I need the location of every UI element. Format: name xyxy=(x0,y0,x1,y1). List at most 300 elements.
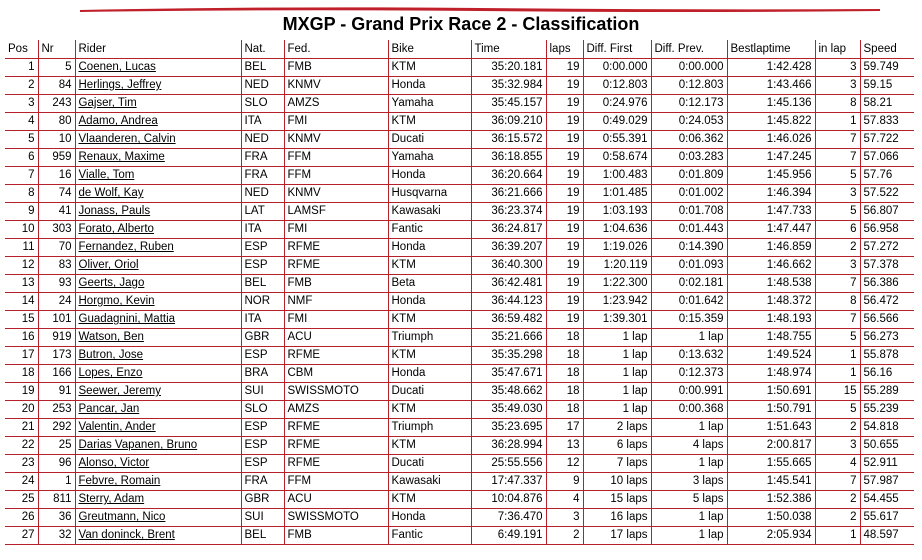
cell-in-lap: 7 xyxy=(815,472,860,490)
rider-cell xyxy=(75,418,241,436)
rider-link[interactable]: Seewer, Jeremy xyxy=(78,385,161,397)
column-header: Pos xyxy=(5,40,38,58)
cell-nr: 36 xyxy=(38,508,75,526)
rider-link[interactable]: Lopes, Enzo xyxy=(78,367,143,379)
cell-bike: Triumph xyxy=(388,328,471,346)
cell-nr: 10 xyxy=(38,130,75,148)
cell-diff-first: 1:04.636 xyxy=(583,220,651,238)
cell-best: 1:48.755 xyxy=(727,328,815,346)
cell-laps: 19 xyxy=(546,76,583,94)
table-row xyxy=(5,490,914,508)
cell-bike: KTM xyxy=(388,58,471,76)
cell-nr: 93 xyxy=(38,274,75,292)
cell-pos: 20 xyxy=(5,400,38,418)
rider-cell xyxy=(75,76,241,94)
cell-fed: FMB xyxy=(284,274,388,292)
cell-time: 35:21.666 xyxy=(471,328,546,346)
cell-time: 36:24.817 xyxy=(471,220,546,238)
cell-speed: 55.878 xyxy=(860,346,914,364)
rider-cell xyxy=(75,238,241,256)
cell-pos: 24 xyxy=(5,472,38,490)
cell-fed: RFME xyxy=(284,454,388,472)
rider-link[interactable]: Alonso, Victor xyxy=(78,457,150,469)
cell-time: 36:15.572 xyxy=(471,130,546,148)
cell-speed: 54.818 xyxy=(860,418,914,436)
cell-best: 1:48.372 xyxy=(727,292,815,310)
cell-time: 35:35.298 xyxy=(471,346,546,364)
cell-pos: 10 xyxy=(5,220,38,238)
cell-diff-first: 2 laps xyxy=(583,418,651,436)
cell-nr: 74 xyxy=(38,184,75,202)
table-row xyxy=(5,58,914,76)
cell-best: 1:48.538 xyxy=(727,274,815,292)
table-row xyxy=(5,364,914,382)
table-row xyxy=(5,472,914,490)
cell-nr: 83 xyxy=(38,256,75,274)
cell-laps: 18 xyxy=(546,382,583,400)
cell-nr: 811 xyxy=(38,490,75,508)
cell-nat: NOR xyxy=(241,292,284,310)
rider-link[interactable]: Sterry, Adam xyxy=(78,493,145,505)
cell-fed: ACU xyxy=(284,328,388,346)
cell-laps: 19 xyxy=(546,166,583,184)
cell-diff-first: 1:19.026 xyxy=(583,238,651,256)
cell-pos: 1 xyxy=(5,58,38,76)
cell-speed: 56.958 xyxy=(860,220,914,238)
cell-laps: 17 xyxy=(546,418,583,436)
rider-cell xyxy=(75,256,241,274)
cell-pos: 2 xyxy=(5,76,38,94)
cell-nat: SUI xyxy=(241,382,284,400)
cell-pos: 25 xyxy=(5,490,38,508)
cell-in-lap: 5 xyxy=(815,328,860,346)
rider-link[interactable]: Forato, Alberto xyxy=(78,223,154,235)
cell-in-lap: 3 xyxy=(815,76,860,94)
cell-nr: 80 xyxy=(38,112,75,130)
rider-link[interactable]: Oliver, Oriol xyxy=(78,259,139,271)
cell-diff-prev: 0:01.642 xyxy=(651,292,727,310)
cell-time: 35:48.662 xyxy=(471,382,546,400)
cell-in-lap: 2 xyxy=(815,418,860,436)
cell-time: 36:59.482 xyxy=(471,310,546,328)
cell-nr: 292 xyxy=(38,418,75,436)
cell-speed: 56.273 xyxy=(860,328,914,346)
cell-laps: 13 xyxy=(546,436,583,454)
cell-pos: 18 xyxy=(5,364,38,382)
cell-best: 1:46.662 xyxy=(727,256,815,274)
rider-link[interactable]: Gajser, Tim xyxy=(78,97,137,109)
cell-pos: 27 xyxy=(5,526,38,544)
classification-table xyxy=(5,40,914,545)
cell-laps: 12 xyxy=(546,454,583,472)
cell-bike: Ducati xyxy=(388,382,471,400)
table-row xyxy=(5,130,914,148)
cell-diff-prev: 1 lap xyxy=(651,508,727,526)
rider-cell xyxy=(75,400,241,418)
cell-time: 36:18.855 xyxy=(471,148,546,166)
table-row xyxy=(5,400,914,418)
cell-diff-first: 10 laps xyxy=(583,472,651,490)
cell-bike: KTM xyxy=(388,490,471,508)
rider-link[interactable]: Adamo, Andrea xyxy=(78,115,158,127)
cell-in-lap: 7 xyxy=(815,130,860,148)
cell-diff-first: 15 laps xyxy=(583,490,651,508)
rider-link[interactable]: Guadagnini, Mattia xyxy=(78,313,176,325)
cell-speed: 48.597 xyxy=(860,526,914,544)
cell-speed: 54.455 xyxy=(860,490,914,508)
cell-nat: GBR xyxy=(241,328,284,346)
cell-diff-first: 0:55.391 xyxy=(583,130,651,148)
cell-time: 36:28.994 xyxy=(471,436,546,454)
cell-pos: 4 xyxy=(5,112,38,130)
cell-bike: Fantic xyxy=(388,220,471,238)
cell-in-lap: 8 xyxy=(815,94,860,112)
cell-laps: 9 xyxy=(546,472,583,490)
cell-diff-first: 1:22.300 xyxy=(583,274,651,292)
cell-best: 1:47.245 xyxy=(727,148,815,166)
cell-fed: RFME xyxy=(284,418,388,436)
rider-link[interactable]: Herlings, Jeffrey xyxy=(78,79,162,91)
rider-link[interactable]: Coenen, Lucas xyxy=(78,61,156,73)
cell-speed: 57.066 xyxy=(860,148,914,166)
cell-nr: 96 xyxy=(38,454,75,472)
cell-best: 2:00.817 xyxy=(727,436,815,454)
cell-best: 1:49.524 xyxy=(727,346,815,364)
rider-link[interactable]: Valentin, Ander xyxy=(78,421,156,433)
cell-laps: 18 xyxy=(546,400,583,418)
column-header: Nr xyxy=(38,40,75,58)
cell-fed: KNMV xyxy=(284,130,388,148)
cell-pos: 13 xyxy=(5,274,38,292)
cell-fed: FMB xyxy=(284,526,388,544)
table-row xyxy=(5,220,914,238)
cell-speed: 55.617 xyxy=(860,508,914,526)
rider-link[interactable]: Renaux, Maxime xyxy=(78,151,165,163)
rider-cell xyxy=(75,382,241,400)
table-row xyxy=(5,382,914,400)
cell-nr: 41 xyxy=(38,202,75,220)
cell-pos: 23 xyxy=(5,454,38,472)
cell-nr: 24 xyxy=(38,292,75,310)
cell-nat: FRA xyxy=(241,148,284,166)
header-row xyxy=(5,40,914,58)
cell-diff-prev: 0:01.443 xyxy=(651,220,727,238)
cell-nat: ESP xyxy=(241,346,284,364)
table-row xyxy=(5,418,914,436)
cell-fed: AMZS xyxy=(284,400,388,418)
table-row xyxy=(5,94,914,112)
cell-in-lap: 3 xyxy=(815,436,860,454)
cell-fed: ACU xyxy=(284,490,388,508)
cell-fed: FFM xyxy=(284,166,388,184)
column-header: Time xyxy=(471,40,546,58)
cell-pos: 7 xyxy=(5,166,38,184)
cell-diff-prev: 3 laps xyxy=(651,472,727,490)
cell-diff-prev: 4 laps xyxy=(651,436,727,454)
cell-fed: AMZS xyxy=(284,94,388,112)
cell-nr: 919 xyxy=(38,328,75,346)
cell-nr: 25 xyxy=(38,436,75,454)
cell-pos: 19 xyxy=(5,382,38,400)
cell-bike: Honda xyxy=(388,292,471,310)
cell-time: 35:23.695 xyxy=(471,418,546,436)
cell-diff-prev: 0:03.283 xyxy=(651,148,727,166)
table-row xyxy=(5,184,914,202)
rider-link[interactable]: Van doninck, Brent xyxy=(78,529,175,541)
rider-link[interactable]: Darias Vapanen, Bruno xyxy=(78,439,198,451)
cell-laps: 2 xyxy=(546,526,583,544)
cell-nr: 173 xyxy=(38,346,75,364)
cell-best: 2:05.934 xyxy=(727,526,815,544)
cell-diff-prev: 0:01.002 xyxy=(651,184,727,202)
cell-laps: 19 xyxy=(546,148,583,166)
cell-speed: 59.15 xyxy=(860,76,914,94)
cell-best: 1:45.956 xyxy=(727,166,815,184)
cell-best: 1:51.643 xyxy=(727,418,815,436)
rider-link[interactable]: Febvre, Romain xyxy=(78,475,161,487)
cell-nat: NED xyxy=(241,76,284,94)
cell-speed: 55.239 xyxy=(860,400,914,418)
cell-time: 35:20.181 xyxy=(471,58,546,76)
cell-diff-prev: 1 lap xyxy=(651,454,727,472)
rider-cell xyxy=(75,292,241,310)
cell-nr: 32 xyxy=(38,526,75,544)
cell-pos: 21 xyxy=(5,418,38,436)
cell-best: 1:47.447 xyxy=(727,220,815,238)
rider-link[interactable]: Vlaanderen, Calvin xyxy=(78,133,176,145)
cell-fed: KNMV xyxy=(284,76,388,94)
cell-bike: Fantic xyxy=(388,526,471,544)
cell-time: 25:55.556 xyxy=(471,454,546,472)
cell-nr: 101 xyxy=(38,310,75,328)
rider-cell xyxy=(75,454,241,472)
cell-best: 1:48.193 xyxy=(727,310,815,328)
cell-diff-first: 1:20.119 xyxy=(583,256,651,274)
cell-bike: Kawasaki xyxy=(388,202,471,220)
rider-cell xyxy=(75,436,241,454)
cell-laps: 18 xyxy=(546,364,583,382)
cell-diff-first: 0:12.803 xyxy=(583,76,651,94)
cell-best: 1:45.136 xyxy=(727,94,815,112)
cell-pos: 17 xyxy=(5,346,38,364)
rider-cell xyxy=(75,508,241,526)
cell-diff-prev: 0:15.359 xyxy=(651,310,727,328)
rider-cell xyxy=(75,130,241,148)
cell-nat: ITA xyxy=(241,220,284,238)
cell-diff-first: 16 laps xyxy=(583,508,651,526)
cell-best: 1:50.791 xyxy=(727,400,815,418)
cell-speed: 57.522 xyxy=(860,184,914,202)
table-row xyxy=(5,256,914,274)
cell-in-lap: 2 xyxy=(815,238,860,256)
cell-nr: 166 xyxy=(38,364,75,382)
cell-diff-first: 1 lap xyxy=(583,400,651,418)
cell-nat: GBR xyxy=(241,490,284,508)
cell-pos: 5 xyxy=(5,130,38,148)
cell-best: 1:46.859 xyxy=(727,238,815,256)
cell-diff-first: 1 lap xyxy=(583,328,651,346)
cell-bike: Ducati xyxy=(388,130,471,148)
cell-diff-first: 0:49.029 xyxy=(583,112,651,130)
cell-fed: KNMV xyxy=(284,184,388,202)
rider-link[interactable]: Jonass, Pauls xyxy=(78,205,151,217)
rider-link[interactable]: Butron, Jose xyxy=(78,349,144,361)
cell-nr: 16 xyxy=(38,166,75,184)
cell-best: 1:45.822 xyxy=(727,112,815,130)
cell-diff-prev: 0:00.991 xyxy=(651,382,727,400)
rider-cell xyxy=(75,310,241,328)
cell-diff-first: 0:58.674 xyxy=(583,148,651,166)
cell-pos: 3 xyxy=(5,94,38,112)
cell-speed: 52.911 xyxy=(860,454,914,472)
cell-nat: ESP xyxy=(241,436,284,454)
cell-nat: BRA xyxy=(241,364,284,382)
table-row xyxy=(5,508,914,526)
cell-speed: 56.16 xyxy=(860,364,914,382)
rider-cell xyxy=(75,274,241,292)
cell-nat: BEL xyxy=(241,526,284,544)
cell-time: 36:42.481 xyxy=(471,274,546,292)
table-row xyxy=(5,112,914,130)
cell-fed: RFME xyxy=(284,256,388,274)
cell-in-lap: 15 xyxy=(815,382,860,400)
cell-best: 1:45.541 xyxy=(727,472,815,490)
cell-in-lap: 7 xyxy=(815,274,860,292)
cell-bike: Honda xyxy=(388,238,471,256)
rider-link[interactable]: Horgmo, Kevin xyxy=(78,295,155,307)
rider-link[interactable]: Fernandez, Ruben xyxy=(78,241,174,253)
cell-diff-prev: 5 laps xyxy=(651,490,727,508)
cell-nat: LAT xyxy=(241,202,284,220)
cell-speed: 56.566 xyxy=(860,310,914,328)
cell-in-lap: 6 xyxy=(815,220,860,238)
rider-link[interactable]: Geerts, Jago xyxy=(78,277,145,289)
rider-link[interactable]: Watson, Ben xyxy=(78,331,144,343)
cell-in-lap: 1 xyxy=(815,526,860,544)
cell-fed: FMI xyxy=(284,220,388,238)
column-header: Fed. xyxy=(284,40,388,58)
cell-nat: SUI xyxy=(241,508,284,526)
cell-diff-prev: 0:01.708 xyxy=(651,202,727,220)
cell-laps: 18 xyxy=(546,346,583,364)
cell-laps: 3 xyxy=(546,508,583,526)
cell-bike: Kawasaki xyxy=(388,472,471,490)
cell-fed: FMI xyxy=(284,310,388,328)
cell-diff-prev: 0:01.809 xyxy=(651,166,727,184)
cell-nr: 253 xyxy=(38,400,75,418)
cell-diff-prev: 1 lap xyxy=(651,328,727,346)
cell-in-lap: 2 xyxy=(815,490,860,508)
rider-cell xyxy=(75,166,241,184)
cell-nr: 1 xyxy=(38,472,75,490)
cell-best: 1:46.394 xyxy=(727,184,815,202)
cell-time: 36:21.666 xyxy=(471,184,546,202)
cell-laps: 19 xyxy=(546,130,583,148)
cell-bike: KTM xyxy=(388,346,471,364)
cell-nat: ESP xyxy=(241,238,284,256)
cell-diff-prev: 0:01.093 xyxy=(651,256,727,274)
cell-diff-prev: 0:14.390 xyxy=(651,238,727,256)
cell-laps: 19 xyxy=(546,112,583,130)
cell-nat: FRA xyxy=(241,472,284,490)
cell-in-lap: 3 xyxy=(815,58,860,76)
cell-speed: 57.378 xyxy=(860,256,914,274)
cell-time: 36:39.207 xyxy=(471,238,546,256)
cell-in-lap: 2 xyxy=(815,508,860,526)
rider-link[interactable]: Vialle, Tom xyxy=(78,169,135,181)
cell-fed: FFM xyxy=(284,148,388,166)
table-row xyxy=(5,292,914,310)
rider-link[interactable]: Greutmann, Nico xyxy=(78,511,166,523)
column-header: Nat. xyxy=(241,40,284,58)
cell-speed: 55.289 xyxy=(860,382,914,400)
cell-time: 6:49.191 xyxy=(471,526,546,544)
cell-best: 1:50.691 xyxy=(727,382,815,400)
cell-laps: 19 xyxy=(546,58,583,76)
cell-diff-first: 1 lap xyxy=(583,382,651,400)
cell-best: 1:43.466 xyxy=(727,76,815,94)
cell-laps: 19 xyxy=(546,256,583,274)
cell-fed: RFME xyxy=(284,238,388,256)
rider-cell xyxy=(75,346,241,364)
cell-fed: SWISSMOTO xyxy=(284,382,388,400)
rider-cell xyxy=(75,148,241,166)
cell-speed: 50.655 xyxy=(860,436,914,454)
cell-bike: Yamaha xyxy=(388,148,471,166)
cell-nat: ESP xyxy=(241,256,284,274)
cell-best: 1:55.665 xyxy=(727,454,815,472)
column-header: Bestlaptime xyxy=(727,40,815,58)
rider-link[interactable]: de Wolf, Kay xyxy=(78,187,144,199)
cell-nat: ITA xyxy=(241,310,284,328)
rider-cell xyxy=(75,112,241,130)
cell-time: 17:47.337 xyxy=(471,472,546,490)
cell-speed: 56.472 xyxy=(860,292,914,310)
cell-bike: Honda xyxy=(388,76,471,94)
cell-laps: 19 xyxy=(546,202,583,220)
cell-best: 1:47.733 xyxy=(727,202,815,220)
cell-fed: LAMSF xyxy=(284,202,388,220)
cell-laps: 19 xyxy=(546,292,583,310)
cell-pos: 11 xyxy=(5,238,38,256)
cell-in-lap: 8 xyxy=(815,292,860,310)
cell-pos: 14 xyxy=(5,292,38,310)
rider-link[interactable]: Pancar, Jan xyxy=(78,403,140,415)
cell-diff-first: 1:03.193 xyxy=(583,202,651,220)
rider-cell xyxy=(75,490,241,508)
cell-diff-first: 1 lap xyxy=(583,364,651,382)
cell-time: 7:36.470 xyxy=(471,508,546,526)
cell-in-lap: 3 xyxy=(815,256,860,274)
table-row xyxy=(5,328,914,346)
cell-diff-prev: 0:00.000 xyxy=(651,58,727,76)
cell-best: 1:46.026 xyxy=(727,130,815,148)
cell-speed: 59.749 xyxy=(860,58,914,76)
column-header: laps xyxy=(546,40,583,58)
table-row xyxy=(5,436,914,454)
table-row xyxy=(5,148,914,166)
table-row xyxy=(5,238,914,256)
cell-bike: Honda xyxy=(388,508,471,526)
cell-nr: 959 xyxy=(38,148,75,166)
cell-nat: SLO xyxy=(241,94,284,112)
rider-cell xyxy=(75,328,241,346)
cell-time: 36:20.664 xyxy=(471,166,546,184)
rider-cell xyxy=(75,202,241,220)
cell-in-lap: 5 xyxy=(815,202,860,220)
rider-cell xyxy=(75,94,241,112)
table-row xyxy=(5,526,914,544)
